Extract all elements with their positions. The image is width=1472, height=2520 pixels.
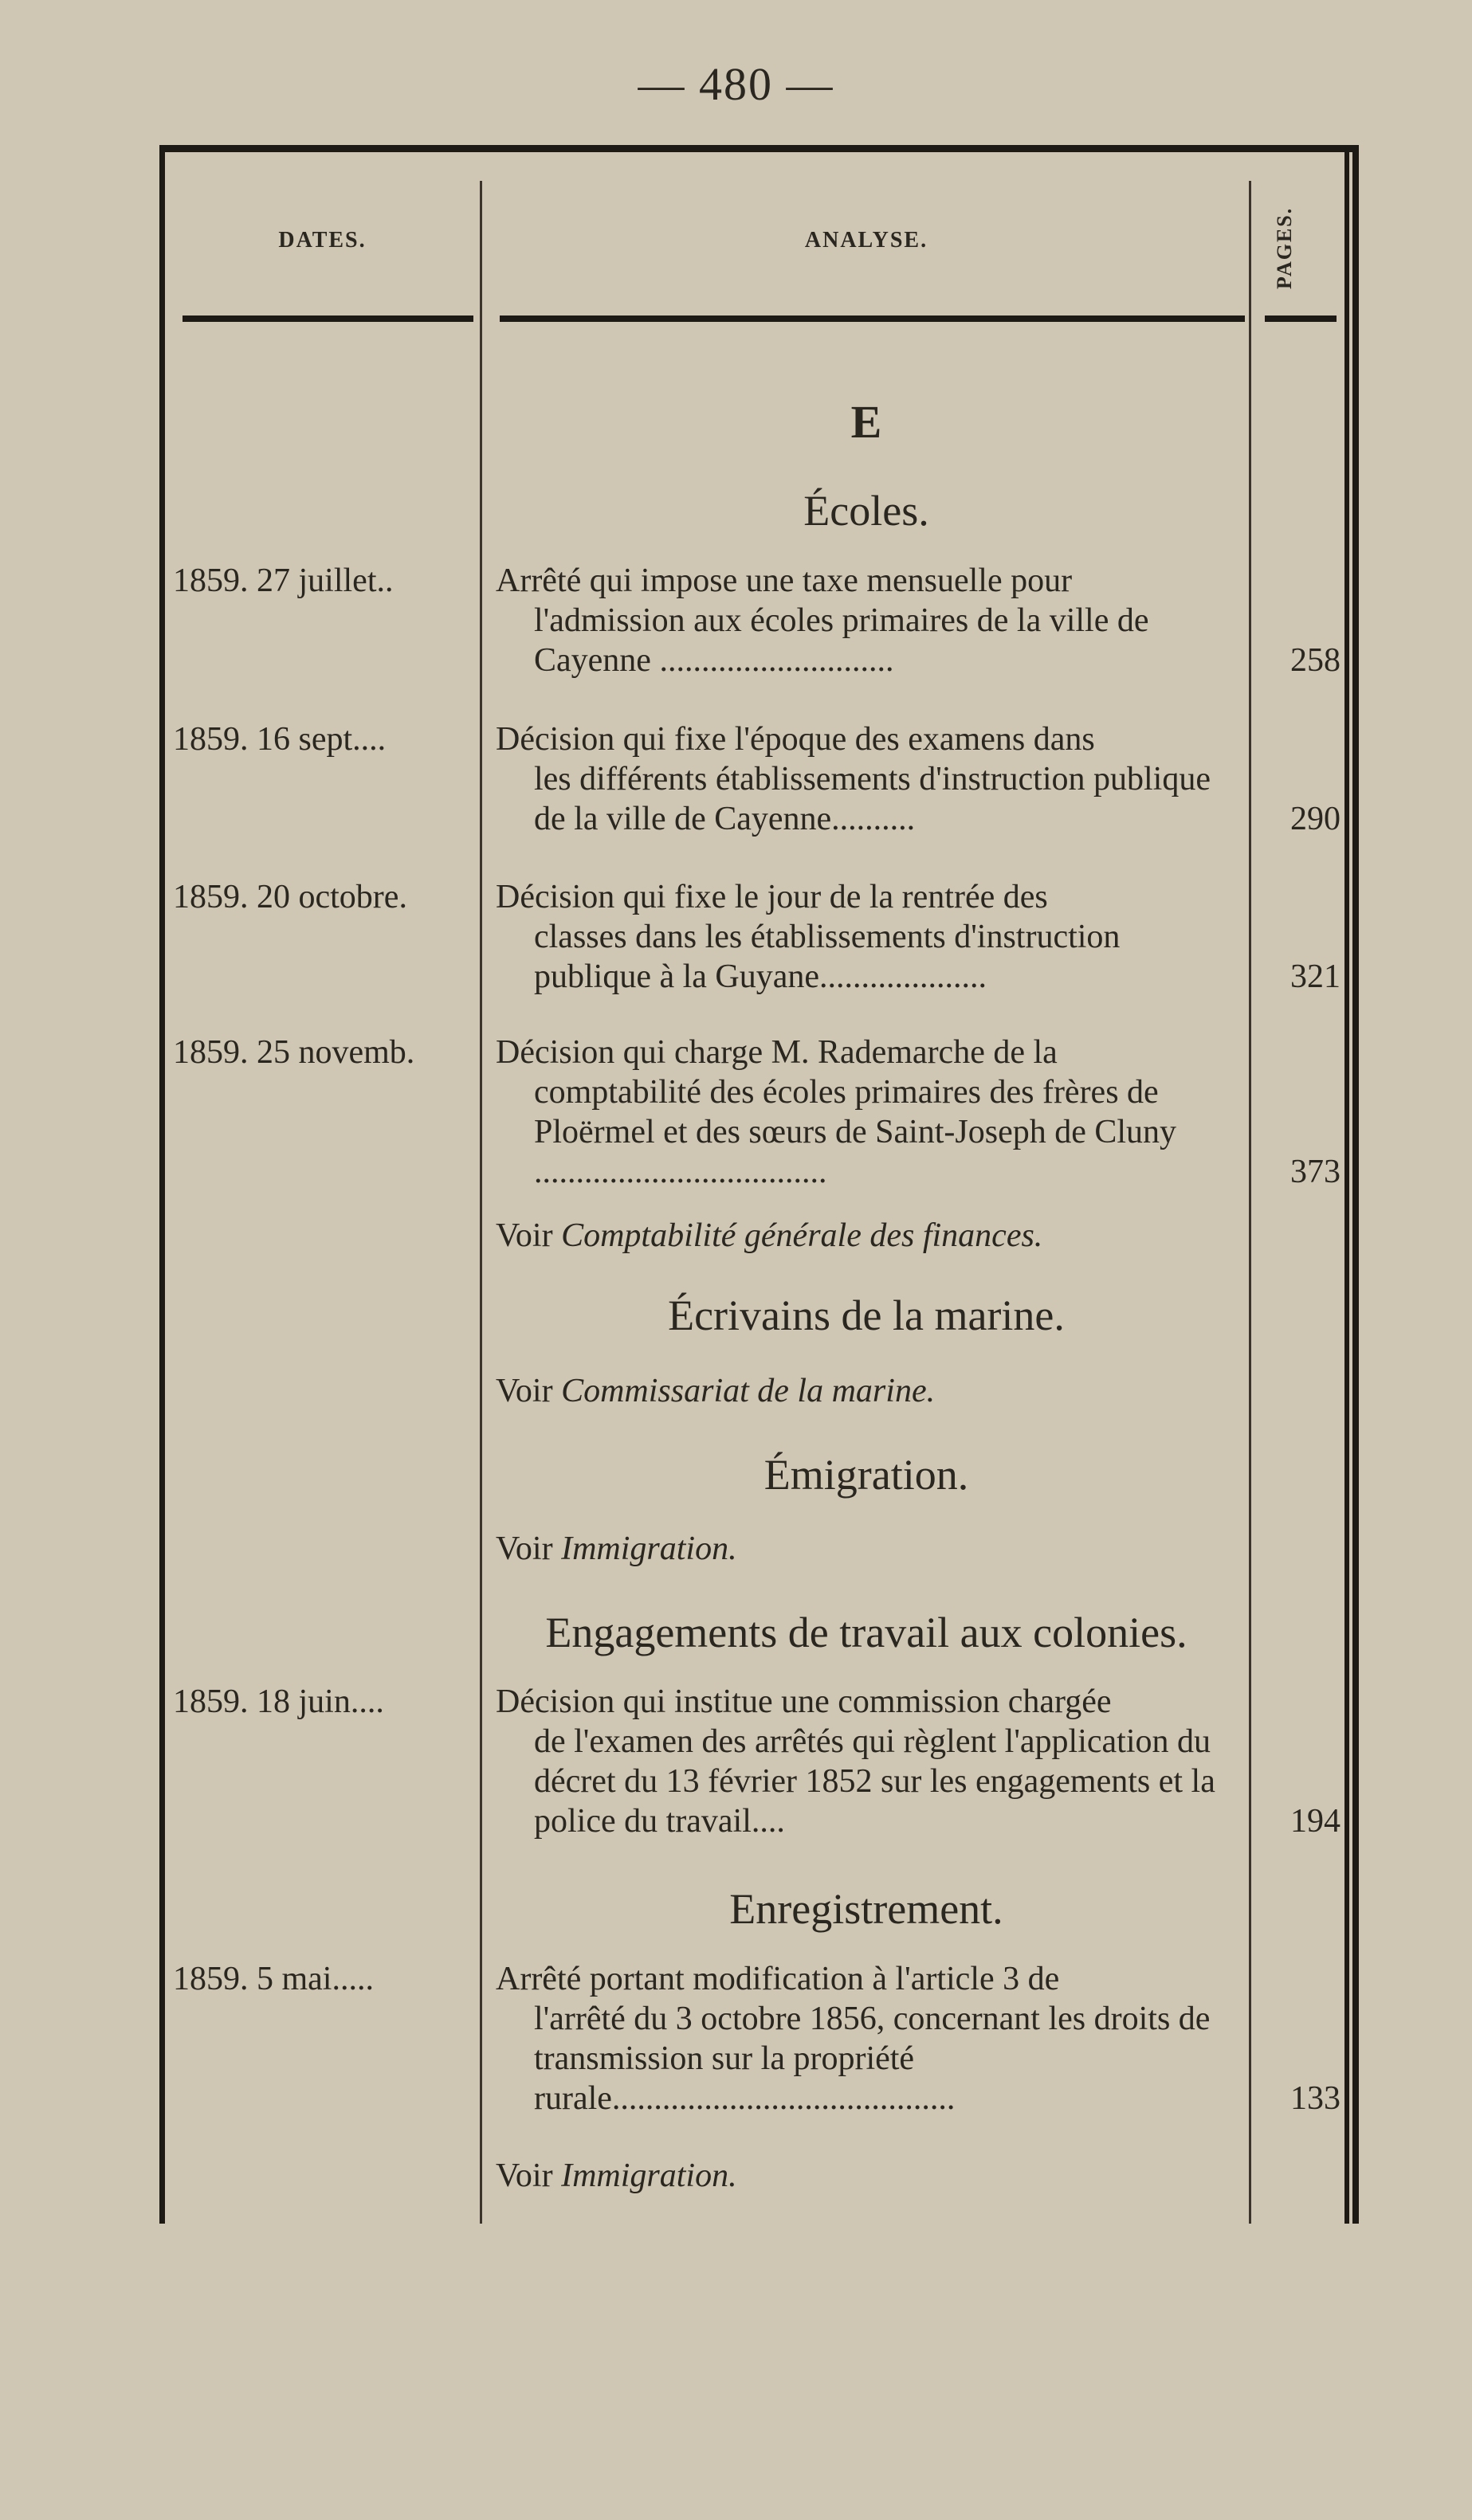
entry-date: 1859. 25 novemb. (173, 1034, 415, 1071)
see-reference: Immigration. (561, 2157, 737, 2194)
entry-first-line: Décision qui fixe le jour de la rentrée des (496, 879, 1048, 915)
see-also (496, 1529, 1245, 1569)
header-pages: PAGES. (1273, 206, 1296, 289)
entry-analysis (496, 1682, 1245, 1841)
entry-date: 1859. 20 octobre. (173, 879, 407, 915)
see-prefix: Voir (496, 1530, 553, 1567)
see-reference: Commissariat de la marine. (561, 1373, 936, 1409)
entry-analysis (496, 1033, 1245, 1192)
see-prefix: Voir (496, 1373, 553, 1409)
entry-continuation: l'arrêté du 3 octobre 1856, concernant les droits de transmission sur la propriété rurale......................................... (534, 2001, 1211, 2117)
entry-continuation: de l'examen des arrêtés qui règlent l'application du décret du 13 février 1852 sur les engagements et la police du travail.... (534, 1723, 1215, 1840)
header-rule (1265, 315, 1337, 322)
entry-page: 194 (1290, 1803, 1341, 1840)
entry-date: 1859. 5 mai..... (173, 1961, 374, 1997)
entry-analysis (496, 719, 1245, 839)
entry-analysis (496, 877, 1245, 997)
entry-date: 1859. 16 sept.... (173, 721, 387, 758)
entry-date: 1859. 18 juin.... (173, 1683, 384, 1720)
column-divider (480, 181, 482, 2224)
heading-engagements: Engagements de travail aux colonies. (545, 1609, 1187, 1656)
column-divider (1344, 152, 1349, 2224)
header-dates: DATES. (278, 228, 367, 253)
see-reference: Comptabilité générale des finances. (561, 1217, 1043, 1254)
entry-page: 258 (1290, 642, 1341, 679)
entry-page: 290 (1290, 801, 1341, 837)
header-rule (500, 315, 1245, 322)
column-divider (1249, 181, 1251, 2224)
entry-page: 373 (1290, 1154, 1341, 1190)
entry-date: 1859. 27 juillet.. (173, 562, 394, 599)
entry-page: 321 (1290, 958, 1341, 995)
entry-first-line: Décision qui fixe l'époque des examens dans (496, 721, 1095, 758)
section-letter: E (850, 396, 882, 448)
header-rule (183, 315, 473, 322)
header-analyse: ANALYSE. (804, 228, 928, 253)
see-reference: Immigration. (561, 1530, 737, 1567)
entry-first-line: Décision qui institue une commission chargée (496, 1683, 1112, 1720)
entry-first-line: Décision qui charge M. Rademarche de la (496, 1034, 1058, 1071)
see-also (496, 1216, 1245, 1256)
entry-analysis (496, 1959, 1245, 2118)
entry-continuation: l'admission aux écoles primaires de la ville de Cayenne ............................ (534, 602, 1149, 679)
see-also (496, 2156, 1245, 2196)
entry-analysis (496, 561, 1245, 680)
entry-first-line: Arrêté qui impose une taxe mensuelle pour (496, 562, 1073, 599)
heading-emigration: Émigration. (763, 1451, 969, 1499)
entry-continuation: comptabilité des écoles primaires des frères de Ploërmel et des sœurs de Saint-Joseph de Cluny ................................... (534, 1074, 1177, 1190)
see-also (496, 1371, 1245, 1411)
see-prefix: Voir (496, 2157, 553, 2194)
entry-first-line: Arrêté portant modification à l'article 3 de (496, 1961, 1060, 1997)
see-prefix: Voir (496, 1217, 553, 1254)
entry-continuation: classes dans les établissements d'instruction publique à la Guyane.................... (534, 919, 1121, 995)
entry-continuation: les différents établissements d'instruction publique de la ville de Cayenne.......... (534, 761, 1211, 837)
heading-enregistrement: Enregistrement. (729, 1885, 1003, 1933)
page-number: — 480 — (638, 58, 834, 110)
index-table (159, 145, 1359, 2224)
heading-ecrivains: Écrivains de la marine. (668, 1291, 1065, 1339)
entry-page: 133 (1290, 2080, 1341, 2117)
heading-ecoles: Écoles. (803, 487, 929, 535)
